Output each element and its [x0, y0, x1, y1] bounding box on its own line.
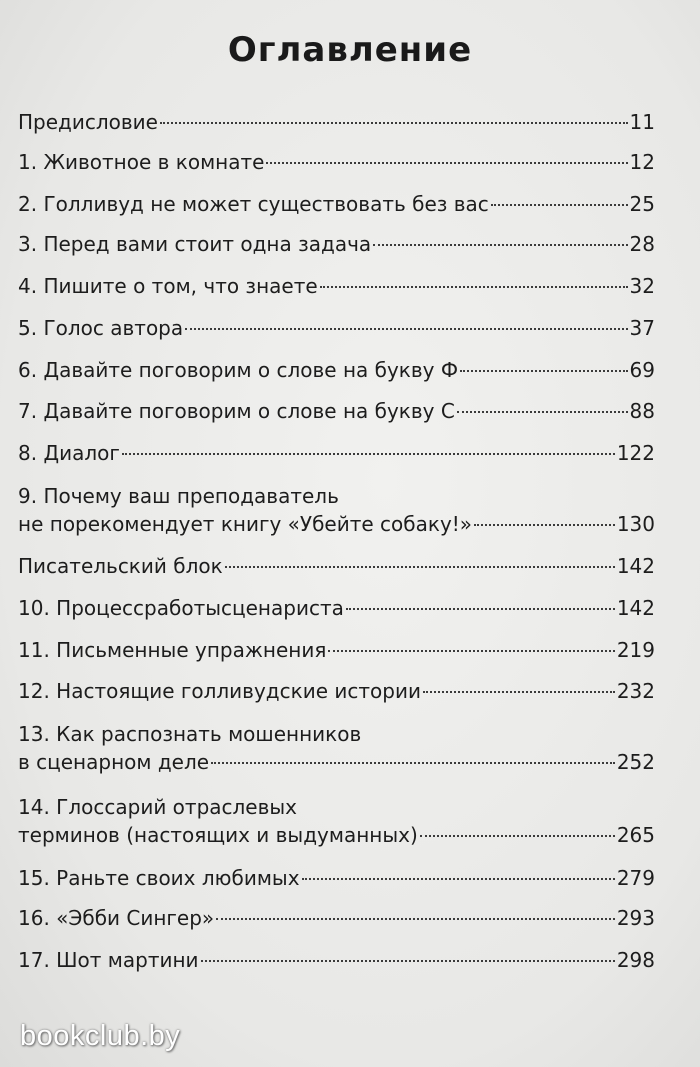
toc-entry	[18, 148, 655, 176]
toc-entry-title: 14. Глоссарий отраслевых	[18, 795, 298, 819]
toc-page-number: 28	[629, 232, 655, 256]
toc-entry	[18, 904, 655, 932]
dot-leader	[266, 162, 627, 164]
toc-entry	[18, 864, 655, 892]
dot-leader	[320, 286, 628, 288]
toc-entry	[18, 190, 655, 218]
dot-leader	[122, 453, 615, 455]
dot-leader	[491, 204, 628, 206]
toc-entry	[18, 356, 655, 384]
toc-entry	[18, 720, 655, 776]
toc-entry-title: Предисловие	[18, 110, 158, 134]
toc-entry	[18, 636, 655, 664]
dot-leader	[460, 370, 627, 372]
dot-leader	[328, 650, 614, 652]
toc-entry-title: терминов (настоящих и выдуманных)	[18, 823, 418, 847]
toc-page-number: 12	[629, 150, 655, 174]
toc-page-number: 88	[629, 399, 655, 423]
toc-entry-title: 3. Перед вами стоит одна задача	[18, 232, 372, 256]
toc-entry	[18, 793, 655, 849]
dot-leader	[211, 762, 615, 764]
dot-leader	[216, 918, 615, 920]
toc-entry-title: 10. Процессработысценариста	[18, 596, 344, 620]
toc-page-number: 279	[616, 866, 655, 890]
toc-entry	[18, 594, 655, 622]
toc-page-number: 265	[616, 823, 655, 847]
toc-entry	[18, 552, 655, 580]
toc-entry-title: 7. Давайте поговорим о слове на букву С	[18, 399, 455, 423]
toc-entry-title: 1. Животное в комнате	[18, 150, 265, 174]
dot-leader	[302, 878, 615, 880]
toc-entry-title: не порекомендует книгу «Убейте собаку!»	[18, 512, 473, 536]
toc-entry-title: 16. «Эбби Сингер»	[18, 906, 215, 930]
dot-leader	[420, 835, 615, 837]
toc-entry-title: 13. Как распознать мошенников	[18, 722, 362, 746]
dot-leader	[160, 122, 628, 124]
dot-leader	[457, 411, 628, 413]
dot-leader	[346, 608, 615, 610]
toc-page-number: 293	[616, 906, 655, 930]
toc-page-number: 69	[629, 358, 655, 382]
toc-page-number: 32	[629, 274, 655, 298]
toc-page-number: 219	[616, 638, 655, 662]
toc-page-number: 122	[616, 441, 655, 465]
toc-entry	[18, 230, 655, 258]
toc-entry-title: 11. Письменные упражнения	[18, 638, 327, 662]
toc-entry-title: 4. Пишите о том, что знаете	[18, 274, 318, 298]
dot-leader	[423, 691, 615, 693]
dot-leader	[201, 960, 615, 962]
toc-entry-title: 17. Шот мартини	[18, 948, 199, 972]
toc-page-number: 142	[616, 554, 655, 578]
toc-entry-title: 5. Голос автора	[18, 316, 184, 340]
watermark-logo: bookclub.by	[20, 1020, 181, 1052]
dot-leader	[373, 244, 627, 246]
toc-entry	[18, 439, 655, 467]
page-title: Оглавление	[227, 30, 473, 70]
toc-entry-title: 6. Давайте поговорим о слове на букву Ф	[18, 358, 459, 382]
toc-entry	[18, 314, 655, 342]
toc-entry-title: Писательский блок	[18, 554, 223, 578]
toc-page-number: 37	[629, 316, 655, 340]
toc-page-number: 298	[616, 948, 655, 972]
toc-entry-title: 8. Диалог	[18, 441, 120, 465]
toc-page-number: 130	[616, 512, 655, 536]
dot-leader	[474, 524, 615, 526]
toc-entry-title: в сценарном деле	[18, 750, 210, 774]
toc-entry-title: 9. Почему ваш преподаватель	[18, 484, 339, 508]
toc-page-number: 142	[616, 596, 655, 620]
toc-entry	[18, 677, 655, 705]
toc-entry-title: 12. Настоящие голливудские истории	[18, 679, 421, 703]
toc-page-number: 232	[616, 679, 655, 703]
toc-entry-title: 2. Голливуд не может существовать без вас	[18, 192, 489, 216]
toc-entry	[18, 946, 655, 974]
toc-page-number: 252	[616, 750, 655, 774]
toc-entry	[18, 397, 655, 425]
toc-page-number: 25	[629, 192, 655, 216]
dot-leader	[185, 328, 627, 330]
toc-entry	[18, 482, 655, 538]
toc-page-number: 11	[629, 110, 655, 134]
toc-entry	[18, 108, 655, 136]
dot-leader	[225, 566, 615, 568]
toc-entry	[18, 272, 655, 300]
toc-entry-title: 15. Раньте своих любимых	[18, 866, 300, 890]
